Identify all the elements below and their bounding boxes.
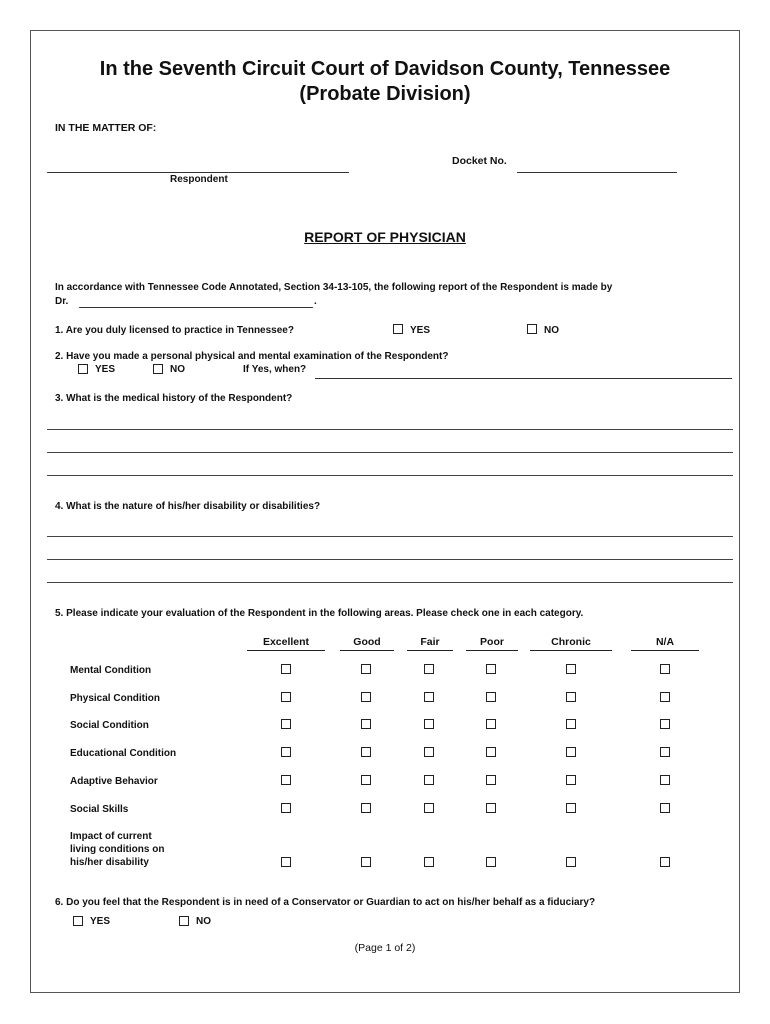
dr-label: Dr.: [55, 296, 69, 307]
col-header-fair: Fair: [407, 636, 453, 651]
page-footer: (Page 1 of 2): [354, 942, 416, 954]
checkbox-physical-condition-chronic[interactable]: [566, 692, 576, 702]
q1-no-checkbox[interactable]: [527, 324, 537, 334]
q3-answer-line[interactable]: [47, 475, 733, 476]
checkbox-educational-condition-n-a[interactable]: [660, 747, 670, 757]
respondent-label: Respondent: [170, 174, 228, 185]
checkbox-social-condition-chronic[interactable]: [566, 719, 576, 729]
row-label-impact: Impact of current living conditions on his/her disability: [70, 831, 165, 868]
docket-label: Docket No.: [452, 155, 507, 167]
q2-no-checkbox[interactable]: [153, 364, 163, 374]
checkbox-physical-condition-excellent[interactable]: [281, 692, 291, 702]
checkbox-educational-condition-good[interactable]: [361, 747, 371, 757]
q1-yes-checkbox[interactable]: [393, 324, 403, 334]
question-2: 2. Have you made a personal physical and mental examination of the Respondent?: [55, 351, 449, 362]
q4-answer-line[interactable]: [47, 536, 733, 537]
q6-yes-label: YES: [90, 916, 111, 927]
q4-answer-line[interactable]: [47, 559, 733, 560]
checkbox-social-skills-excellent[interactable]: [281, 803, 291, 813]
checkbox-adaptive-behavior-n-a[interactable]: [660, 775, 670, 785]
checkbox-impact-of-current-living-conditions-on-his-her-disability-poor[interactable]: [486, 857, 496, 867]
q2-when-label: If Yes, when?: [243, 364, 307, 375]
checkbox-social-condition-n-a[interactable]: [660, 719, 670, 729]
q4-answer-line[interactable]: [47, 582, 733, 583]
checkbox-mental-condition-chronic[interactable]: [566, 664, 576, 674]
row-label-social-skills: Social Skills: [70, 804, 129, 815]
physician-name-line[interactable]: [79, 307, 313, 308]
col-header-poor: Poor: [466, 636, 518, 651]
checkbox-impact-of-current-living-conditions-on-his-her-disability-chronic[interactable]: [566, 857, 576, 867]
row-label-social: Social Condition: [70, 720, 149, 731]
checkbox-physical-condition-n-a[interactable]: [660, 692, 670, 702]
q3-answer-line[interactable]: [47, 429, 733, 430]
q6-no-label: NO: [196, 916, 211, 927]
checkbox-physical-condition-fair[interactable]: [424, 692, 434, 702]
checkbox-social-condition-fair[interactable]: [424, 719, 434, 729]
docket-number-line[interactable]: [517, 172, 677, 173]
checkbox-mental-condition-fair[interactable]: [424, 664, 434, 674]
checkbox-physical-condition-good[interactable]: [361, 692, 371, 702]
intro-text: In accordance with Tennessee Code Annotated, Section 34-13-105, the following report of the Respondent is made by: [55, 282, 613, 293]
checkbox-educational-condition-chronic[interactable]: [566, 747, 576, 757]
checkbox-educational-condition-excellent[interactable]: [281, 747, 291, 757]
q2-when-line[interactable]: [315, 378, 732, 379]
respondent-name-line[interactable]: [47, 172, 349, 173]
q3-answer-line[interactable]: [47, 452, 733, 453]
checkbox-social-skills-n-a[interactable]: [660, 803, 670, 813]
q6-no-checkbox[interactable]: [179, 916, 189, 926]
matter-label: IN THE MATTER OF:: [55, 122, 157, 134]
checkbox-social-condition-excellent[interactable]: [281, 719, 291, 729]
checkbox-social-skills-poor[interactable]: [486, 803, 496, 813]
checkbox-educational-condition-fair[interactable]: [424, 747, 434, 757]
col-header-good: Good: [340, 636, 394, 651]
q6-yes-checkbox[interactable]: [73, 916, 83, 926]
court-title: In the Seventh Circuit Court of Davidson County, Tennessee: [99, 58, 671, 80]
checkbox-social-skills-fair[interactable]: [424, 803, 434, 813]
row-label-mental: Mental Condition: [70, 665, 152, 676]
checkbox-educational-condition-poor[interactable]: [486, 747, 496, 757]
q1-yes-label: YES: [410, 325, 431, 336]
checkbox-physical-condition-poor[interactable]: [486, 692, 496, 702]
col-header-chronic: Chronic: [530, 636, 612, 651]
question-6: 6. Do you feel that the Respondent is in need of a Conservator or Guardian to act on his/her behalf as a fiduciary?: [55, 897, 596, 908]
col-header-na: N/A: [631, 636, 699, 651]
checkbox-mental-condition-good[interactable]: [361, 664, 371, 674]
q1-no-label: NO: [544, 325, 559, 336]
row-label-educational: Educational Condition: [70, 748, 177, 759]
checkbox-mental-condition-poor[interactable]: [486, 664, 496, 674]
court-division: (Probate Division): [299, 83, 471, 105]
checkbox-adaptive-behavior-good[interactable]: [361, 775, 371, 785]
q2-no-label: NO: [170, 364, 185, 375]
question-5: 5. Please indicate your evaluation of the Respondent in the following areas. Please check one in each category.: [55, 608, 584, 619]
question-3: 3. What is the medical history of the Respondent?: [55, 393, 293, 404]
dr-period: .: [314, 296, 317, 307]
q2-yes-checkbox[interactable]: [78, 364, 88, 374]
checkbox-adaptive-behavior-chronic[interactable]: [566, 775, 576, 785]
checkbox-impact-of-current-living-conditions-on-his-her-disability-excellent[interactable]: [281, 857, 291, 867]
checkbox-social-condition-poor[interactable]: [486, 719, 496, 729]
checkbox-adaptive-behavior-excellent[interactable]: [281, 775, 291, 785]
checkbox-adaptive-behavior-poor[interactable]: [486, 775, 496, 785]
col-header-excellent: Excellent: [247, 636, 325, 651]
checkbox-social-condition-good[interactable]: [361, 719, 371, 729]
checkbox-social-skills-chronic[interactable]: [566, 803, 576, 813]
row-label-physical: Physical Condition: [70, 693, 161, 704]
row-label-adaptive: Adaptive Behavior: [70, 776, 158, 787]
checkbox-social-skills-good[interactable]: [361, 803, 371, 813]
checkbox-mental-condition-excellent[interactable]: [281, 664, 291, 674]
checkbox-impact-of-current-living-conditions-on-his-her-disability-good[interactable]: [361, 857, 371, 867]
checkbox-mental-condition-n-a[interactable]: [660, 664, 670, 674]
checkbox-impact-of-current-living-conditions-on-his-her-disability-n-a[interactable]: [660, 857, 670, 867]
checkbox-adaptive-behavior-fair[interactable]: [424, 775, 434, 785]
q2-yes-label: YES: [95, 364, 116, 375]
checkbox-impact-of-current-living-conditions-on-his-her-disability-fair[interactable]: [424, 857, 434, 867]
report-heading: REPORT OF PHYSICIAN: [304, 229, 466, 245]
question-1: 1. Are you duly licensed to practice in Tennessee?: [55, 325, 294, 336]
question-4: 4. What is the nature of his/her disability or disabilities?: [55, 501, 321, 512]
